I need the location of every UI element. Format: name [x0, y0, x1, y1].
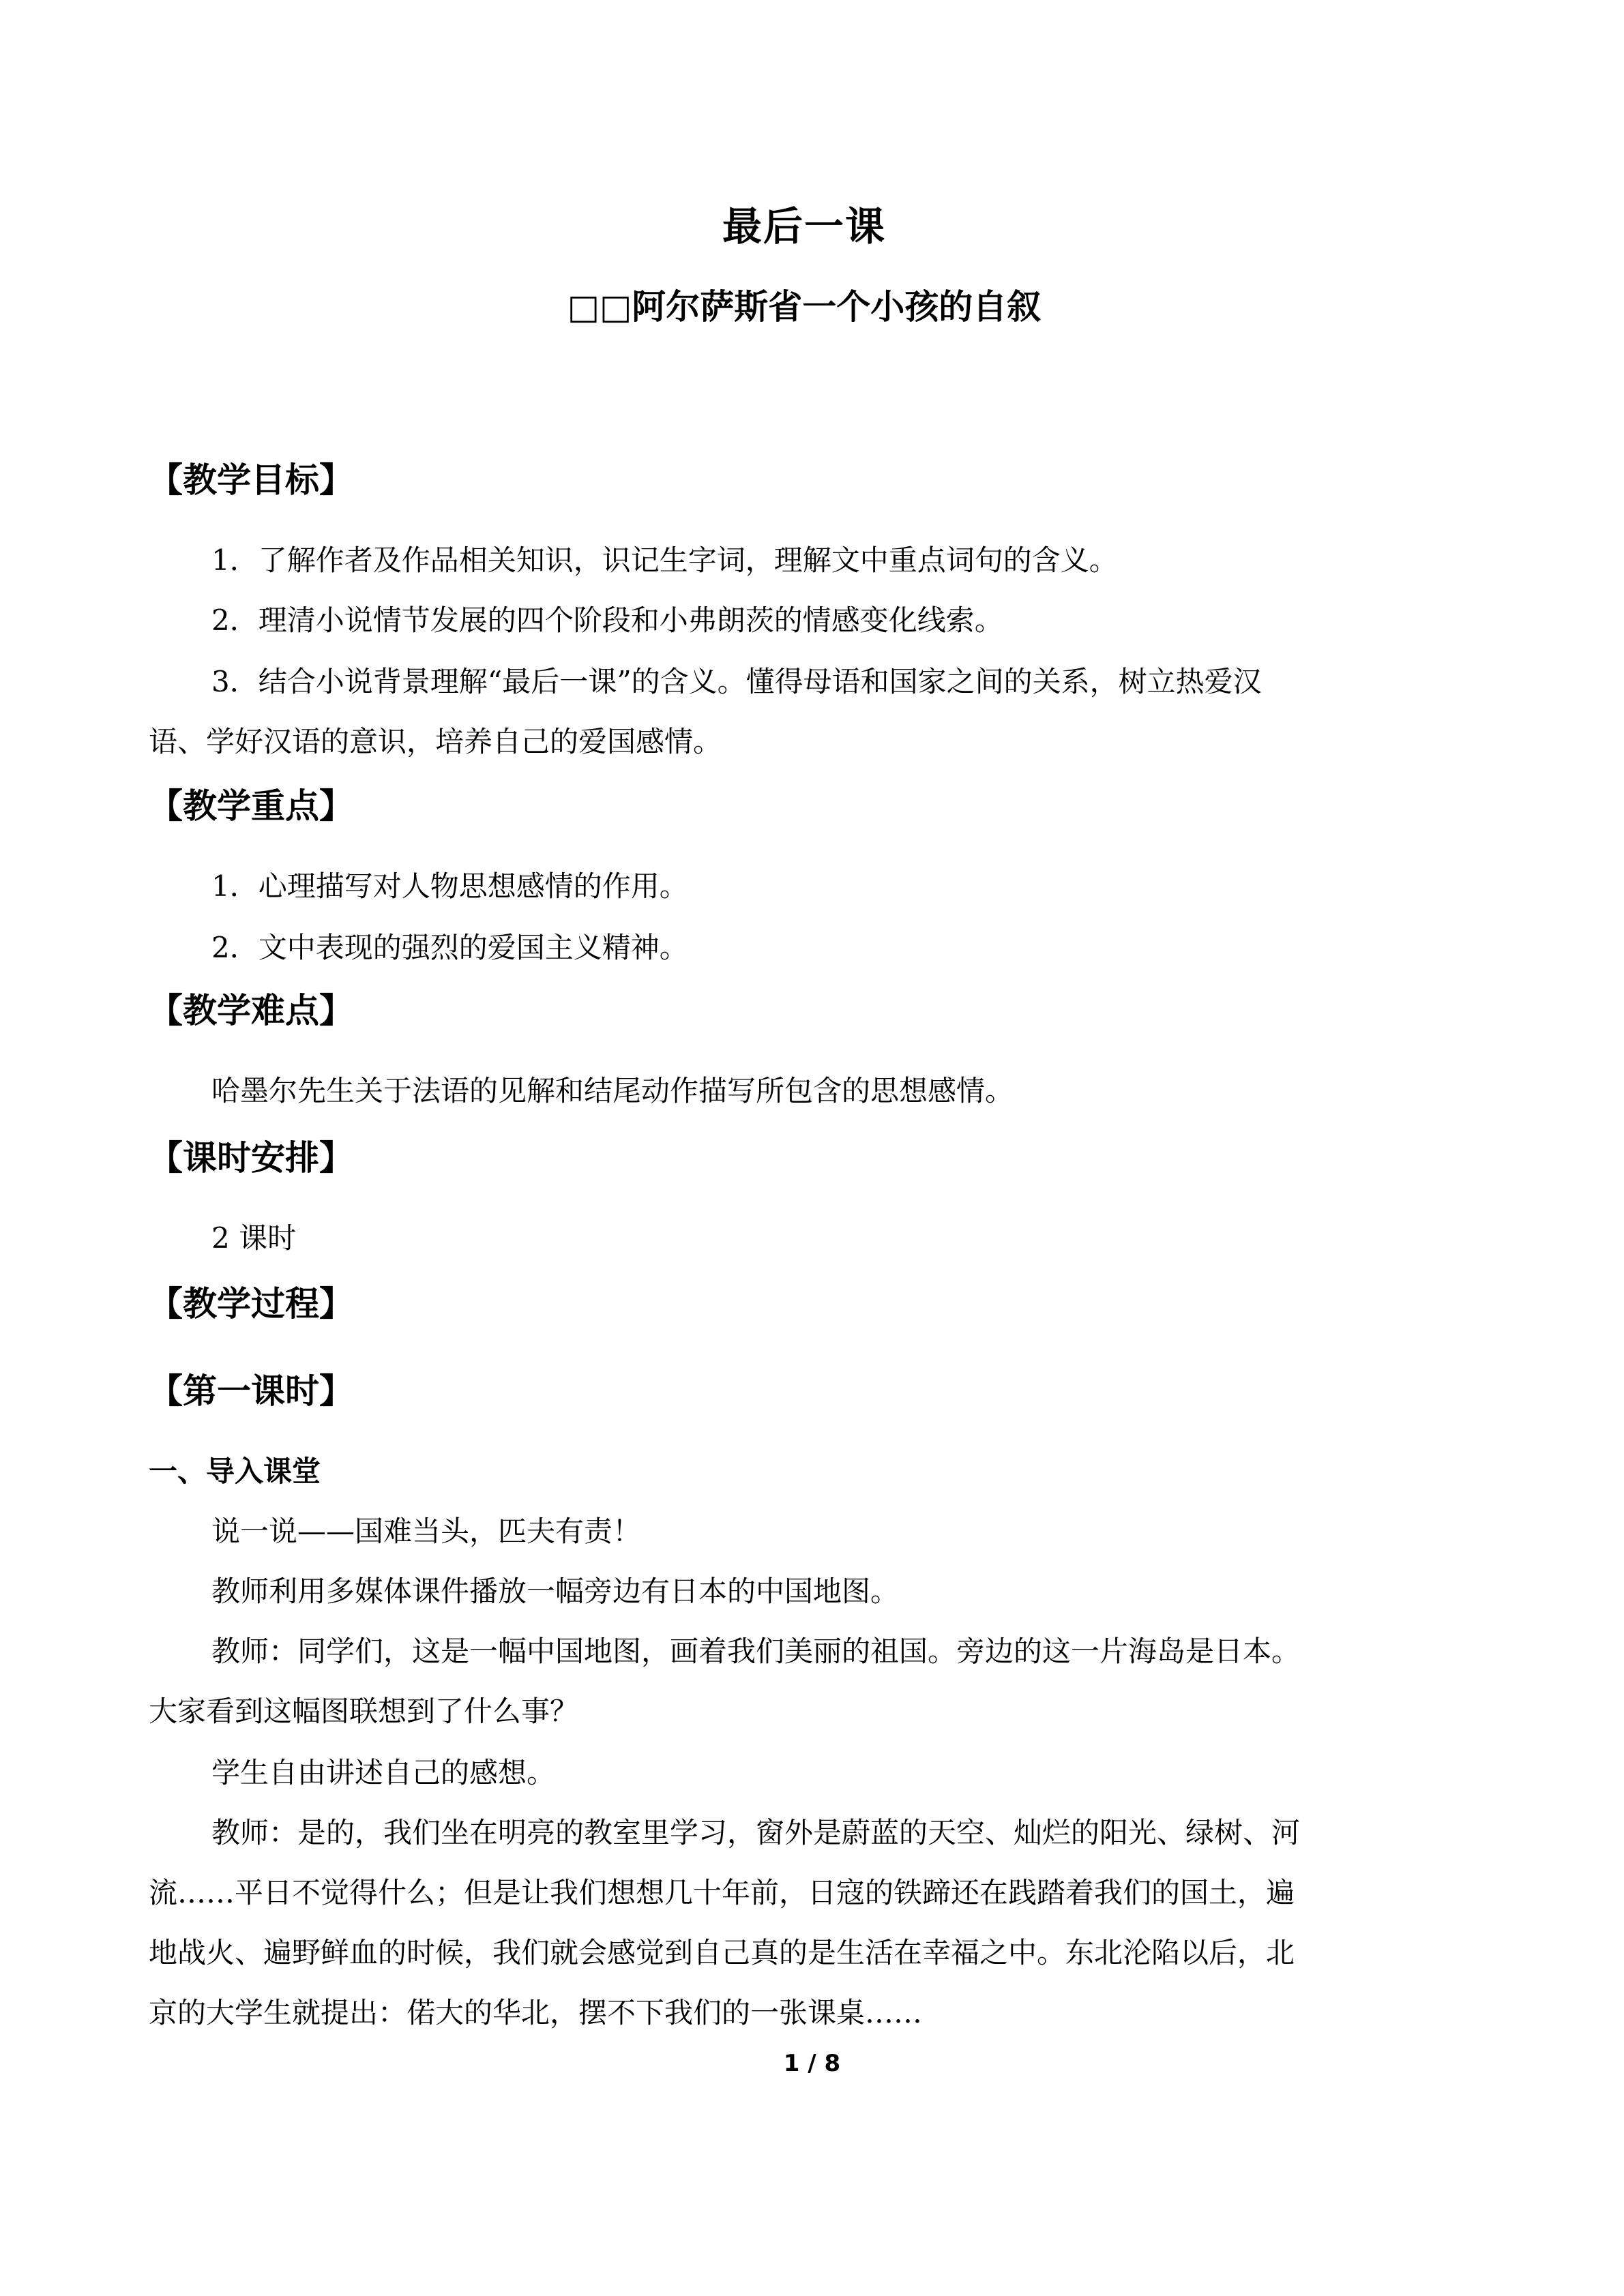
key-point-item-1: 1．心理描写对人物思想感情的作用。	[211, 869, 688, 903]
lesson-line-9: 京的大学生就提出：偌大的华北，摆不下我们的一张课桌……	[149, 1996, 923, 2029]
goal-item-3-continued: 语、学好汉语的意识，培养自己的爱国感情。	[149, 725, 722, 758]
difficulty-item-1: 哈墨尔先生关于法语的见解和结尾动作描写所包含的思想感情。	[211, 1074, 1014, 1107]
page-number: 1 / 8	[783, 2050, 841, 2077]
section-heading-difficulties: 【教学难点】	[149, 991, 353, 1030]
lesson-line-8: 地战火、遍野鲜血的时候，我们就会感觉到自己真的是生活在幸福之中。东北沦陷以后，北	[149, 1936, 1295, 1969]
section-heading-process: 【教学过程】	[149, 1284, 353, 1324]
document-subtitle: □□阿尔萨斯省一个小孩的自叙	[567, 287, 1042, 327]
lesson-line-3: 教师：同学们，这是一幅中国地图，画着我们美丽的祖国。旁边的这一片海岛是日本。	[211, 1635, 1301, 1668]
goal-item-3: 3．结合小说背景理解“最后一课”的含义。懂得母语和国家之间的关系，树立热爱汉	[211, 665, 1262, 698]
lesson-line-6: 教师：是的，我们坐在明亮的教室里学习，窗外是蔚蓝的天空、灿烂的阳光、绿树、河	[211, 1816, 1301, 1849]
section-heading-lesson-one: 【第一课时】	[149, 1371, 353, 1411]
section-heading-key-points: 【教学重点】	[149, 786, 353, 826]
section-heading-goals: 【教学目标】	[149, 460, 353, 500]
key-point-item-2: 2．文中表现的强烈的爱国主义精神。	[211, 931, 688, 964]
schedule-item-1: 2 课时	[211, 1221, 297, 1255]
section-heading-schedule: 【课时安排】	[149, 1138, 353, 1178]
goal-item-1: 1．了解作者及作品相关知识，识记生字词，理解文中重点词句的含义。	[211, 543, 1118, 577]
lesson-line-1: 说一说——国难当头，匹夫有责！	[211, 1515, 642, 1548]
lesson-line-7: 流……平日不觉得什么；但是让我们想想几十年前，日寇的铁蹄还在践踏着我们的国土，遍	[149, 1876, 1295, 1909]
subheading-intro: 一、导入课堂	[149, 1455, 321, 1488]
lesson-line-2: 教师利用多媒体课件播放一幅旁边有日本的中国地图。	[211, 1575, 900, 1608]
goal-item-2: 2．理清小说情节发展的四个阶段和小弗朗茨的情感变化线索。	[211, 603, 1003, 637]
document-title: 最后一课	[722, 203, 886, 250]
lesson-line-4: 大家看到这幅图联想到了什么事？	[149, 1695, 579, 1728]
lesson-line-5: 学生自由讲述自己的感想。	[211, 1756, 556, 1789]
